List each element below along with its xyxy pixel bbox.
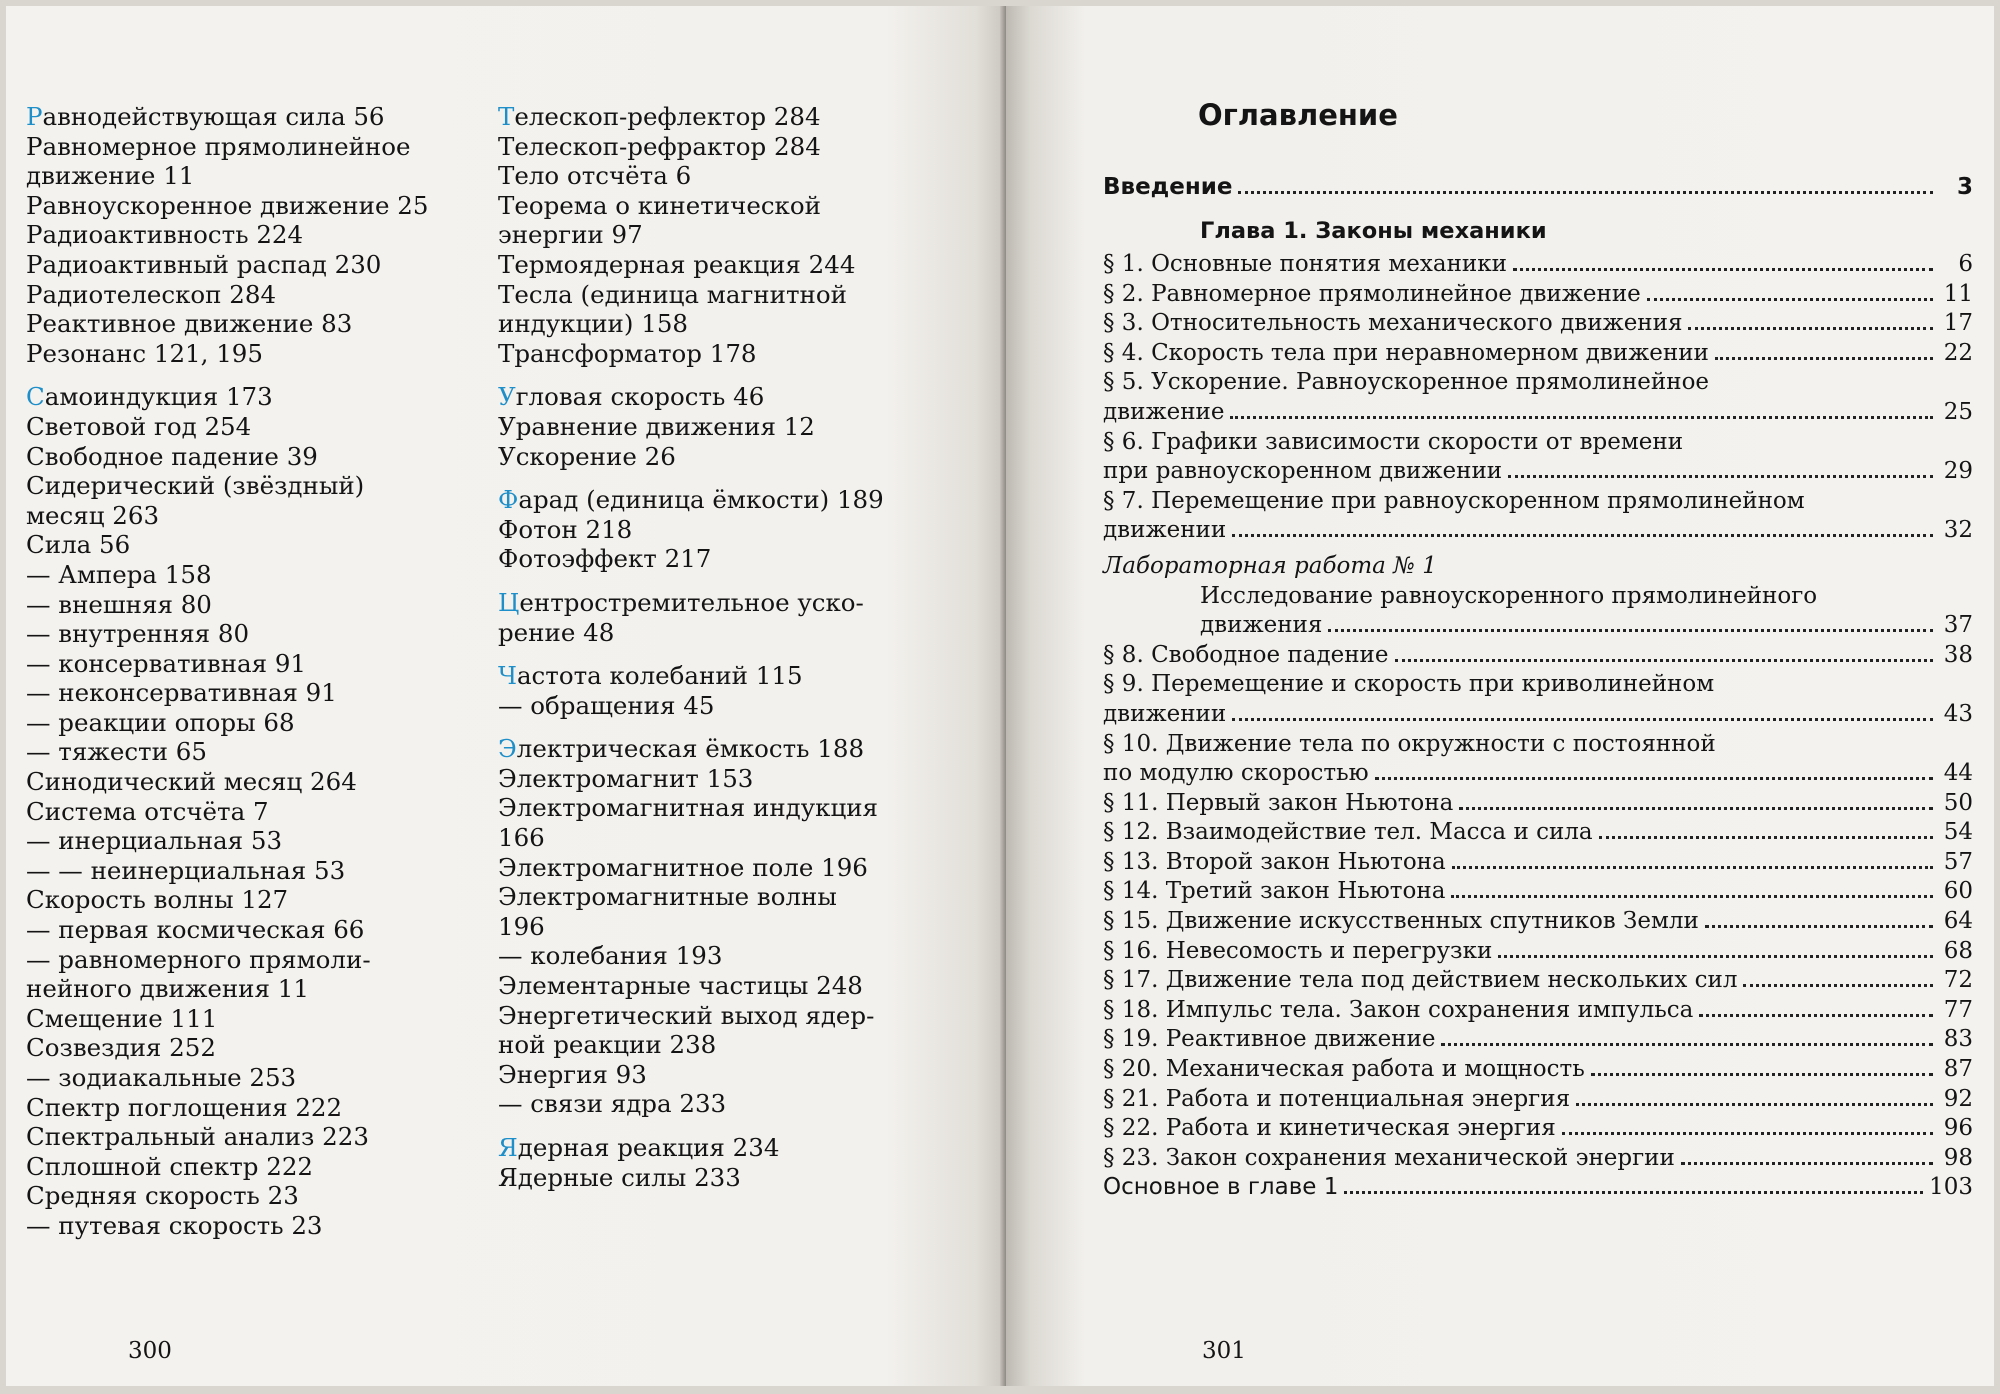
index-entry-text: Телескоп-рефрактор 284 bbox=[498, 131, 821, 161]
index-entry bbox=[26, 501, 466, 531]
index-entry bbox=[26, 280, 466, 310]
index-entry bbox=[498, 220, 938, 250]
index-entry-text: индукции) 158 bbox=[498, 309, 688, 339]
index-column-2 bbox=[498, 102, 938, 1192]
leader-dots bbox=[1452, 866, 1933, 869]
index-entry-text: Спектральный анализ 223 bbox=[26, 1122, 369, 1152]
index-entry bbox=[26, 412, 466, 442]
index-entry bbox=[498, 734, 938, 764]
index-column-1 bbox=[26, 102, 466, 1241]
toc-intro-entry[interactable] bbox=[1103, 174, 1973, 200]
index-entry bbox=[26, 560, 466, 590]
toc-entry[interactable] bbox=[1103, 966, 1973, 996]
index-entry bbox=[498, 882, 938, 912]
index-entry bbox=[26, 1033, 466, 1063]
index-entry bbox=[26, 1093, 466, 1123]
index-entry bbox=[498, 132, 938, 162]
index-entry bbox=[26, 339, 466, 369]
index-entry bbox=[498, 161, 938, 191]
toc-entry-title: § 20. Механическая работа и мощность bbox=[1103, 1056, 1585, 1083]
toc-entry-title: движение bbox=[1103, 398, 1225, 425]
index-entry bbox=[26, 649, 466, 679]
toc-entry-page: 98 bbox=[1943, 1144, 1973, 1171]
index-entry bbox=[26, 885, 466, 915]
toc-intro-title: Введение bbox=[1103, 174, 1233, 200]
index-entry-text: — первая космическая 66 bbox=[26, 915, 365, 945]
index-entry bbox=[498, 661, 938, 691]
index-entry-text: Сидерический (звёздный) bbox=[26, 471, 365, 501]
leader-dots bbox=[1599, 836, 1933, 839]
toc-entry[interactable] bbox=[1103, 428, 1973, 487]
toc-entry[interactable] bbox=[1103, 789, 1973, 819]
index-entry bbox=[498, 764, 938, 794]
index-entry-text: Сила 56 bbox=[26, 530, 131, 560]
index-entry bbox=[26, 826, 466, 856]
index-entry-text: Радиоактивный распад 230 bbox=[26, 249, 382, 279]
index-entry-text: 196 bbox=[498, 911, 545, 941]
index-entry-text: Ускорение 26 bbox=[498, 441, 676, 471]
index-entry-text: Спектр поглощения 222 bbox=[26, 1092, 343, 1122]
index-entry-text: Световой год 254 bbox=[26, 411, 252, 441]
toc-entry[interactable] bbox=[1103, 996, 1973, 1026]
toc-entry-title-line-1: § 9. Перемещение и скорость при криволинейном bbox=[1103, 671, 1715, 698]
index-entry bbox=[498, 1001, 938, 1031]
toc-entry[interactable] bbox=[1103, 1114, 1973, 1144]
index-entry bbox=[498, 515, 938, 545]
toc-entry[interactable] bbox=[1103, 907, 1973, 937]
lab-page: 37 bbox=[1943, 612, 1973, 639]
toc-entry-page: 32 bbox=[1943, 517, 1973, 544]
index-entry-text: Уравнение движения 12 bbox=[498, 411, 815, 441]
index-entry bbox=[498, 339, 938, 369]
index-entry-text: Термоядерная реакция 244 bbox=[498, 249, 856, 279]
toc-entry[interactable] bbox=[1103, 937, 1973, 967]
toc-entry-title: по модулю скоростью bbox=[1103, 760, 1369, 787]
index-entry-text: Фотоэффект 217 bbox=[498, 544, 712, 574]
index-entry-text: энергии 97 bbox=[498, 220, 643, 250]
leader-dots bbox=[1576, 1103, 1933, 1106]
toc-entry[interactable] bbox=[1103, 339, 1973, 369]
leader-dots bbox=[1238, 191, 1933, 194]
leader-dots bbox=[1591, 1073, 1933, 1076]
leader-dots bbox=[1232, 718, 1933, 721]
index-entry bbox=[26, 132, 466, 162]
toc-intro-page: 3 bbox=[1956, 174, 1973, 200]
left-page bbox=[6, 6, 1006, 1386]
index-entry-text: — — неинерциальная 53 bbox=[26, 855, 346, 885]
index-entry-text: Электромагнит 153 bbox=[498, 763, 754, 793]
toc-entry-page: 72 bbox=[1943, 967, 1973, 994]
toc-entry-title: § 21. Работа и потенциальная энергия bbox=[1103, 1085, 1571, 1112]
index-entry bbox=[498, 618, 938, 648]
index-entry bbox=[26, 1122, 466, 1152]
index-entry bbox=[26, 309, 466, 339]
index-entry bbox=[498, 1030, 938, 1060]
leader-dots bbox=[1705, 925, 1933, 928]
page-number-left: 300 bbox=[128, 1338, 172, 1364]
toc-entry-page: 22 bbox=[1943, 339, 1973, 366]
toc-entry-page: 87 bbox=[1943, 1056, 1973, 1083]
toc-entry-title: § 4. Скорость тела при неравномерном движении bbox=[1103, 339, 1709, 366]
index-entry bbox=[26, 102, 466, 132]
index-entry-text: Тело отсчёта 6 bbox=[498, 161, 692, 191]
index-entry bbox=[498, 941, 938, 971]
index-entry bbox=[26, 797, 466, 827]
index-entry-text: ентростремительное уско- bbox=[519, 587, 864, 617]
index-entry-text: арад (единица ёмкости) 189 bbox=[518, 485, 884, 515]
toc-entry-page: 96 bbox=[1943, 1115, 1973, 1142]
leader-dots bbox=[1375, 777, 1933, 780]
index-entry-text: ной реакции 238 bbox=[498, 1030, 717, 1060]
toc-entry[interactable] bbox=[1103, 250, 1973, 280]
index-entry-text: Энергия 93 bbox=[498, 1059, 647, 1089]
toc-entry-title: § 13. Второй закон Ньютона bbox=[1103, 848, 1446, 875]
toc-summary-entry[interactable] bbox=[1103, 1173, 1973, 1203]
index-letter-initial: Ц bbox=[498, 587, 520, 617]
leader-dots bbox=[1681, 1162, 1933, 1165]
index-entry-text: Скорость волны 127 bbox=[26, 885, 289, 915]
toc-entry[interactable] bbox=[1103, 641, 1973, 671]
index-entry-text: — обращения 45 bbox=[498, 690, 715, 720]
toc-entry-title-line-1: § 7. Перемещение при равноускоренном прямолинейном bbox=[1103, 487, 1805, 514]
index-entry-text: авнодействующая сила 56 bbox=[42, 102, 385, 131]
index-entry bbox=[498, 309, 938, 339]
index-entry-text: Резонанс 121, 195 bbox=[26, 338, 263, 368]
toc-entry-page: 50 bbox=[1943, 789, 1973, 816]
index-letter-initial: Ч bbox=[498, 661, 517, 691]
index-entry bbox=[498, 412, 938, 442]
index-entry-text: Теорема о кинетической bbox=[498, 190, 821, 220]
index-entry-text: — реакции опоры 68 bbox=[26, 707, 295, 737]
leader-dots bbox=[1451, 895, 1933, 898]
index-entry-text: нейного движения 11 bbox=[26, 974, 309, 1004]
index-letter-initial: Ф bbox=[498, 485, 519, 515]
index-entry bbox=[26, 737, 466, 767]
toc-entry-title: § 11. Первый закон Ньютона bbox=[1103, 789, 1454, 816]
index-entry bbox=[26, 974, 466, 1004]
index-entry bbox=[26, 1063, 466, 1093]
index-entry-text: Свободное падение 39 bbox=[26, 441, 318, 471]
index-entry-text: гловая скорость 46 bbox=[515, 382, 765, 412]
toc-entry-page: 29 bbox=[1943, 458, 1973, 485]
index-entry-text: Синодический месяц 264 bbox=[26, 767, 357, 797]
index-entry bbox=[26, 1004, 466, 1034]
leader-dots bbox=[1395, 659, 1933, 662]
index-entry-text: Фотон 218 bbox=[498, 514, 633, 544]
index-entry-text: — путевая скорость 23 bbox=[26, 1210, 323, 1240]
toc-entry-title: § 22. Работа и кинетическая энергия bbox=[1103, 1115, 1556, 1142]
toc-entry-page: 54 bbox=[1943, 819, 1973, 846]
index-entry-text: Ядерные силы 233 bbox=[498, 1162, 741, 1192]
toc-entry-page: 83 bbox=[1943, 1026, 1973, 1053]
index-entry bbox=[498, 280, 938, 310]
index-entry bbox=[26, 678, 466, 708]
toc-entry-page: 38 bbox=[1943, 641, 1973, 668]
index-entry bbox=[26, 767, 466, 797]
index-entry bbox=[498, 971, 938, 1001]
toc-entry-title: § 18. Импульс тела. Закон сохранения импульса bbox=[1103, 996, 1694, 1023]
leader-dots bbox=[1328, 629, 1933, 632]
index-letter-initial: Т bbox=[498, 102, 515, 131]
index-letter-initial: У bbox=[498, 382, 516, 412]
index-entry-text: движение 11 bbox=[26, 161, 195, 191]
index-entry-text: — равномерного прямоли- bbox=[26, 944, 371, 974]
index-entry bbox=[26, 382, 466, 412]
index-entry-text: елескоп-рефлектор 284 bbox=[514, 102, 821, 131]
index-entry bbox=[26, 191, 466, 221]
index-entry-text: амоиндукция 173 bbox=[44, 382, 273, 412]
index-entry bbox=[498, 588, 938, 618]
toc-entry[interactable] bbox=[1103, 1085, 1973, 1115]
index-entry-text: — зодиакальные 253 bbox=[26, 1063, 297, 1092]
toc-entry-title: § 1. Основные понятия механики bbox=[1103, 251, 1507, 277]
toc-entry-page: 60 bbox=[1943, 878, 1973, 905]
lab-title-line-1: Исследование равноускоренного прямолинейного bbox=[1200, 582, 1818, 609]
toc-entry-page: 68 bbox=[1943, 937, 1973, 964]
toc-entry[interactable] bbox=[1103, 309, 1973, 339]
leader-dots bbox=[1688, 327, 1933, 330]
index-entry-text: — внешняя 80 bbox=[26, 589, 212, 619]
toc-entry-page: 57 bbox=[1943, 848, 1973, 875]
toc-chapter-heading: Глава 1. Законы механики bbox=[1200, 218, 1547, 244]
index-entry-text: дерная реакция 234 bbox=[517, 1133, 780, 1162]
leader-dots bbox=[1459, 807, 1933, 810]
leader-dots bbox=[1743, 984, 1933, 987]
index-entry bbox=[26, 619, 466, 649]
index-entry bbox=[498, 102, 938, 132]
toc-entry-title: § 3. Относительность механического движения bbox=[1103, 310, 1683, 337]
toc-entry-page: 77 bbox=[1943, 996, 1973, 1023]
toc-entry-title-line-1: § 5. Ускорение. Равноускоренное прямолинейное bbox=[1103, 369, 1710, 396]
toc-entry-title: § 2. Равномерное прямолинейное движение bbox=[1103, 280, 1641, 307]
index-entry bbox=[498, 382, 938, 412]
index-entry-text: Система отсчёта 7 bbox=[26, 796, 269, 826]
toc-entry-title: § 17. Движение тела под действием нескольких сил bbox=[1103, 967, 1738, 994]
index-entry bbox=[26, 945, 466, 975]
index-entry-text: Равномерное прямолинейное bbox=[26, 131, 411, 161]
summary-page: 103 bbox=[1929, 1174, 1973, 1201]
leader-dots bbox=[1699, 1014, 1933, 1017]
toc-entry-title: при равноускоренном движении bbox=[1103, 458, 1503, 485]
leader-dots bbox=[1508, 475, 1933, 478]
lab-header: Лабораторная работа № 1 bbox=[1103, 552, 1437, 579]
index-entry-text: Тесла (единица магнитной bbox=[498, 279, 847, 309]
leader-dots bbox=[1232, 534, 1933, 537]
index-letter-initial: Э bbox=[498, 734, 517, 764]
toc-entry-page: 17 bbox=[1943, 310, 1973, 337]
index-entry bbox=[498, 912, 938, 942]
toc-entry[interactable] bbox=[1103, 670, 1973, 729]
toc-entry-title: § 19. Реактивное движение bbox=[1103, 1026, 1436, 1053]
toc-entry-page: 44 bbox=[1943, 760, 1973, 787]
index-entry-text: — Ампера 158 bbox=[26, 559, 212, 589]
index-entry-text: — неконсервативная 91 bbox=[26, 678, 337, 708]
toc-entry-title: § 12. Взаимодействие тел. Масса и сила bbox=[1103, 819, 1593, 846]
index-entry bbox=[498, 823, 938, 853]
toc-entry-title: § 16. Невесомость и перегрузки bbox=[1103, 937, 1493, 964]
index-entry bbox=[26, 915, 466, 945]
toc-entry-page: 6 bbox=[1958, 251, 1973, 277]
index-entry bbox=[498, 793, 938, 823]
index-entry-text: Трансформатор 178 bbox=[498, 338, 757, 368]
index-entry-text: Радиотелескоп 284 bbox=[26, 279, 277, 309]
right-page bbox=[1006, 6, 1994, 1386]
index-entry-text: — колебания 193 bbox=[498, 941, 723, 971]
toc-entry-title: § 14. Третий закон Ньютона bbox=[1103, 878, 1446, 905]
index-entry-text: Радиоактивность 224 bbox=[26, 220, 304, 250]
toc-entry-title: § 23. Закон сохранения механической энергии bbox=[1103, 1144, 1675, 1171]
table-of-contents bbox=[1103, 98, 1973, 1203]
index-entry bbox=[26, 250, 466, 280]
toc-title: Оглавление bbox=[1198, 98, 1398, 132]
index-entry bbox=[498, 250, 938, 280]
index-letter-initial: Я bbox=[498, 1133, 518, 1162]
toc-entry-page: 92 bbox=[1943, 1085, 1973, 1112]
toc-entry-page: 64 bbox=[1943, 908, 1973, 935]
index-entry bbox=[26, 856, 466, 886]
toc-entry-title-line-1: § 6. Графики зависимости скорости от времени bbox=[1103, 428, 1684, 455]
index-entry bbox=[26, 1181, 466, 1211]
index-entry-text: Равноускоренное движение 25 bbox=[26, 190, 429, 220]
toc-entry[interactable] bbox=[1103, 848, 1973, 878]
index-entry-text: Энергетический выход ядер- bbox=[498, 1000, 875, 1030]
index-entry-text: — инерциальная 53 bbox=[26, 826, 283, 856]
index-entry-text: Электромагнитные волны bbox=[498, 882, 837, 912]
index-entry-text: Созвездия 252 bbox=[26, 1033, 216, 1063]
index-entry-text: месяц 263 bbox=[26, 500, 160, 530]
toc-entry-page: 11 bbox=[1943, 280, 1973, 307]
toc-entry[interactable] bbox=[1103, 877, 1973, 907]
index-entry bbox=[498, 1060, 938, 1090]
leader-dots bbox=[1344, 1191, 1923, 1194]
index-entry-text: — связи ядра 233 bbox=[498, 1089, 727, 1119]
toc-entry-page: 25 bbox=[1943, 398, 1973, 425]
index-entry bbox=[26, 590, 466, 620]
toc-entry-title: § 15. Движение искусственных спутников Земли bbox=[1103, 908, 1699, 935]
leader-dots bbox=[1562, 1132, 1933, 1135]
toc-entry[interactable] bbox=[1103, 1144, 1973, 1174]
toc-entry-page: 43 bbox=[1943, 700, 1973, 727]
index-entry-text: Электромагнитное поле 196 bbox=[498, 852, 868, 882]
index-entry bbox=[26, 1152, 466, 1182]
toc-lab-entry[interactable] bbox=[1103, 552, 1973, 641]
summary-title: Основное в главе 1 bbox=[1103, 1174, 1339, 1201]
page-number-right: 301 bbox=[1202, 1338, 1246, 1364]
index-entry-text: — консервативная 91 bbox=[26, 648, 307, 678]
toc-entry[interactable] bbox=[1103, 487, 1973, 546]
index-entry bbox=[498, 1163, 938, 1193]
toc-entry[interactable] bbox=[1103, 818, 1973, 848]
index-entry-text: Реактивное движение 83 bbox=[26, 309, 353, 339]
leader-dots bbox=[1230, 416, 1933, 419]
toc-entry[interactable] bbox=[1103, 368, 1973, 427]
toc-entry-title: движении bbox=[1103, 517, 1227, 544]
index-entry-text: 166 bbox=[498, 823, 545, 853]
lab-title-line-2: движения bbox=[1200, 612, 1323, 639]
toc-entry[interactable] bbox=[1103, 280, 1973, 310]
index-entry bbox=[26, 471, 466, 501]
index-entry bbox=[498, 1089, 938, 1119]
index-entry bbox=[498, 485, 938, 515]
toc-entry[interactable] bbox=[1103, 1055, 1973, 1085]
index-entry bbox=[26, 220, 466, 250]
leader-dots bbox=[1513, 268, 1933, 271]
index-entry bbox=[26, 442, 466, 472]
index-entry bbox=[26, 1211, 466, 1241]
index-entry-text: Средняя скорость 23 bbox=[26, 1181, 299, 1211]
toc-entries-part-2 bbox=[1103, 641, 1973, 1174]
index-entry bbox=[498, 544, 938, 574]
index-letter-initial: Р bbox=[26, 102, 43, 131]
index-entry-text: лектрическая ёмкость 188 bbox=[516, 734, 865, 764]
index-entry-text: — тяжести 65 bbox=[26, 737, 207, 767]
toc-entries-part-1 bbox=[1103, 250, 1973, 546]
toc-entry-title: движении bbox=[1103, 700, 1227, 727]
toc-entry-title-line-1: § 10. Движение тела по окружности с постоянной bbox=[1103, 730, 1716, 757]
index-entry bbox=[26, 161, 466, 191]
toc-entry-title: § 8. Свободное падение bbox=[1103, 641, 1389, 668]
index-entry-text: Сплошной спектр 222 bbox=[26, 1151, 314, 1181]
index-entry bbox=[498, 1133, 938, 1163]
index-letter-initial: С bbox=[26, 382, 45, 412]
index-entry bbox=[26, 530, 466, 560]
index-entry bbox=[26, 708, 466, 738]
toc-entry[interactable] bbox=[1103, 1025, 1973, 1055]
index-entry-text: астота колебаний 115 bbox=[516, 661, 803, 691]
index-entry-text: рение 48 bbox=[498, 617, 615, 647]
index-entry bbox=[498, 691, 938, 721]
index-entry-text: Электромагнитная индукция bbox=[498, 793, 879, 823]
index-entry-text: — внутренняя 80 bbox=[26, 619, 250, 649]
index-entry-text: Смещение 111 bbox=[26, 1003, 218, 1033]
leader-dots bbox=[1498, 955, 1933, 958]
toc-entry[interactable] bbox=[1103, 730, 1973, 789]
index-entry-text: Элементарные частицы 248 bbox=[498, 971, 863, 1001]
leader-dots bbox=[1715, 357, 1933, 360]
index-entry bbox=[498, 191, 938, 221]
index-entry bbox=[498, 853, 938, 883]
leader-dots bbox=[1647, 298, 1933, 301]
leader-dots bbox=[1441, 1043, 1933, 1046]
index-entry bbox=[498, 442, 938, 472]
